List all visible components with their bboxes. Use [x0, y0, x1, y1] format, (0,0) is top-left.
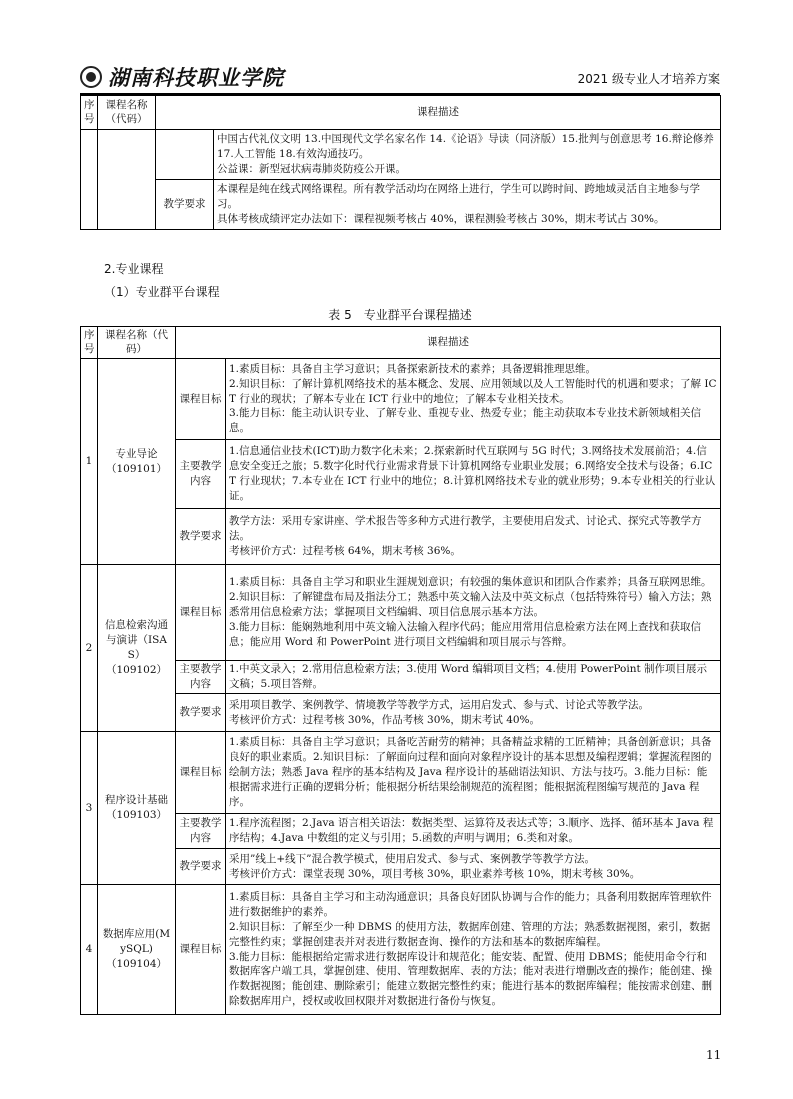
content-line: 1.信息通信业技术(ICT)助力数字化未来；2.探索新时代互联网与 5G 时代；3.网络技术发展前沿；4.信息安全变迁之旅；5.数字化时代行业需求背景下计算机网络专业职业发展；6.网络安全技术与设备；6.ICT 行业现状；7.本专业在 ICT 行业中的地位；8.计算机网络技术专业的就业形势；9.本专业相关的行业认证。 [229, 445, 716, 502]
content-line: 考核评价方式：过程考核 30%，作品考核 30%，期末考试 40%。 [229, 713, 541, 726]
content-line: 考核评价方式：课堂表现 30%，项目考核 30%，职业素养考核 10%，期末考核 30%。 [229, 867, 641, 880]
row-content [214, 130, 721, 180]
content-line: 具体考核成绩评定办法如下：课程视频考核占 40%，课程测验考核占 30%，期末考试占 30%。 [217, 212, 665, 225]
seq-cell [81, 130, 98, 230]
row-label: 课程目标 [176, 565, 226, 661]
row-label: 教学要求 [176, 849, 226, 885]
name-cell [98, 732, 176, 885]
name-cell [98, 885, 176, 1015]
seq-cell: 1 [81, 359, 98, 565]
table-header-row [81, 327, 721, 359]
header-desc: 课程描述 [156, 96, 721, 130]
seq-cell: 4 [81, 885, 98, 1015]
table-row [81, 694, 721, 732]
content-line: 本课程是纯在线式网络课程。所有教学活动均在网络上进行，学生可以跨时间、跨地域灵活自主地参与学习。 [217, 183, 700, 211]
row-content [226, 359, 721, 440]
content-line: 2.知识目标：了解计算机网络技术的基本概念、发展、应用领域以及人工智能时代的机遇和要求；了解 ICT 行业的现状；了解本专业在 ICT 行业中的地位；了解本专业相关技术。 [229, 377, 717, 405]
row-content [226, 849, 721, 885]
table-row [81, 565, 721, 661]
row-label [156, 130, 214, 180]
course-name: 程序设计基础 [105, 794, 168, 807]
table-row [81, 732, 721, 814]
section-heading: 2.专业课程 [104, 262, 164, 276]
content-line: 1.程序流程图；2.Java 语言相关语法：数据类型、运算符及表达式等；3.顺序、选择、循环基本 Java 程序结构；4.Java 中数组的定义与引用；5.函数的声明与调用；6.类和对象。 [229, 817, 714, 844]
table-row [81, 130, 721, 180]
content-line: 1.素质目标：具备自主学习和主动沟通意识；具备良好团队协调与合作的能力；具备利用数据库管理软件进行数据维护的素养。 [229, 890, 712, 918]
course-name: 数据库应用(MySQL) [102, 928, 171, 956]
seq-cell: 2 [81, 565, 98, 732]
row-content [214, 180, 721, 230]
row-content [226, 885, 721, 1015]
page-number: 11 [706, 1048, 722, 1062]
row-content [226, 694, 721, 732]
table-row [81, 885, 721, 1015]
row-label: 主要教学内容 [176, 814, 226, 849]
content-line: 3.能力目标：能娴熟地利用中英文输入法输入程序代码；能应用常用信息检索方法在网上查找和获取信息；能应用 Word 和 PowerPoint 进行项目文档编辑和项目展示与答辩。 [229, 620, 702, 648]
header-name: 课程名称（代码） [98, 96, 156, 130]
row-label: 教学要求 [176, 694, 226, 732]
content-line: 采用项目教学、案例教学、情境教学等教学方式，运用启发式、参与式、讨论式等教学法。 [229, 698, 649, 711]
table-row [81, 359, 721, 440]
row-content [226, 661, 721, 694]
subsection-heading: （1）专业群平台课程 [104, 285, 220, 299]
row-content [226, 565, 721, 661]
row-label: 主要教学内容 [176, 661, 226, 694]
course-code: （109103） [105, 809, 168, 821]
course-code: （109101） [105, 462, 168, 475]
course-code: （109102） [105, 663, 168, 676]
top-course-table [80, 95, 721, 230]
row-content [226, 732, 721, 814]
content-line: 1.素质目标：具备自主学习和职业生涯规划意识；有较强的集体意识和团队合作素养；具备互联网思维。 [229, 576, 712, 589]
school-name: 湖南科技职业学院 [108, 65, 284, 90]
content-line: 考核评价方式：过程考核 64%，期末考核 36%。 [229, 544, 461, 557]
table-row [81, 661, 721, 694]
table-row [81, 509, 721, 565]
header-name: 课程名称（代码） [98, 327, 176, 359]
content-line: 2.知识目标：了解至少一种 DBMS 的使用方法，数据库创建、管理的方法；熟悉数据视图，索引，数据完整性约束；掌握创建表并对表进行数据查询、操作的方法和基本的数据库编程。 [229, 920, 711, 948]
row-label: 课程目标 [176, 885, 226, 1015]
content-line: 1.素质目标：具备自主学习意识；具备探索新技术的素养；具备逻辑推理思维。 [229, 362, 597, 375]
row-label: 课程目标 [176, 732, 226, 814]
table-row [81, 814, 721, 849]
document-title: 2021 级专业人才培养方案 [577, 72, 720, 86]
content-line: 公益课：新型冠状病毒肺炎防疫公开课。 [217, 162, 406, 175]
seq-cell: 3 [81, 732, 98, 885]
content-line: 3.能力目标：能主动认识专业、了解专业、重视专业、热爱专业；能主动获取本专业技术新领域相关信息。 [229, 407, 702, 435]
table-row [81, 440, 721, 509]
course-name: 信息检索沟通与演讲（ISAS） [105, 619, 168, 661]
header-seq: 序号 [81, 327, 98, 359]
table-row [81, 849, 721, 885]
content-line: 采用”线上+线下”混合教学模式，使用启发式、参与式、案例教学等教学方法。 [229, 852, 596, 865]
table-header-row [81, 96, 721, 130]
page-header [80, 62, 720, 92]
content-line: 2.知识目标：了解键盘布局及指法分工；熟悉中英文输入法及中英文标点（包括特殊符号）输入方法；熟悉常用信息检索方法；掌握项目文档编辑、项目信息展示基本方法。 [229, 591, 712, 619]
row-content [226, 509, 721, 565]
table-caption: 表 5 专业群平台课程描述 [328, 308, 472, 322]
name-cell [98, 130, 156, 230]
row-content [226, 440, 721, 509]
table-row [81, 180, 721, 230]
name-cell [98, 359, 176, 565]
content-line: 3.能力目标：能根据给定需求进行数据库设计和规范化；能安装、配置、使用 DBMS；能使用命令行和数据库客户端工具，掌握创建、使用、管理数据库、表的方法；能对表进行增删改查的操作；能创建、操作数据视图；能创建、删除索引；能建立数据完整性约束；能进行基本的数据库编程；能按需求创建、删除数据库用户，授权或收回权限并对数据进行备份与恢复。 [229, 950, 712, 1008]
content-line: 中国古代礼仪文明 13.中国现代文学名家名作 14.《论语》导读（同济版）15.批判与创意思考 16.辩论修养 17.人工智能 18.有效沟通技巧。 [217, 133, 714, 161]
name-cell [98, 565, 176, 732]
school-logo [80, 62, 284, 92]
course-name: 专业导论 [115, 447, 158, 460]
header-desc: 课程描述 [176, 327, 721, 359]
header-seq: 序号 [81, 96, 98, 130]
row-label: 主要教学内容 [176, 440, 226, 509]
row-content [226, 814, 721, 849]
content-line: 1.中英文录入；2.常用信息检索方法；3.使用 Word 编辑项目文档；4.使用 PowerPoint 制作项目展示文稿；5.项目答辩。 [229, 663, 708, 690]
row-label: 课程目标 [176, 359, 226, 440]
platform-course-table [80, 326, 721, 1015]
school-seal-icon [80, 66, 102, 88]
content-line: 1.素质目标：具备自主学习意识；具备吃苦耐劳的精神；具备精益求精的工匠精神；具备创新意识；具备良好的职业素质。2.知识目标：了解面向过程和面向对象程序设计的基本思想及编程逻辑；掌握流程图的绘制方法；熟悉 Java 程序的基本结构及 Java 程序设计的基础语法知识、方法与技巧。3.能力目标：能根据需求进行正确的逻辑分析；能根据分析结果绘制规范的流程图；能根据流程图编写规范的 Java 程序。 [229, 736, 712, 808]
course-code: （109104） [105, 957, 168, 970]
row-label: 教学要求 [176, 509, 226, 565]
row-label: 教学要求 [156, 180, 214, 230]
content-line: 教学方法：采用专家讲座、学术报告等多种方式进行教学，主要使用启发式、讨论式、探究式等教学方法。 [229, 515, 702, 543]
